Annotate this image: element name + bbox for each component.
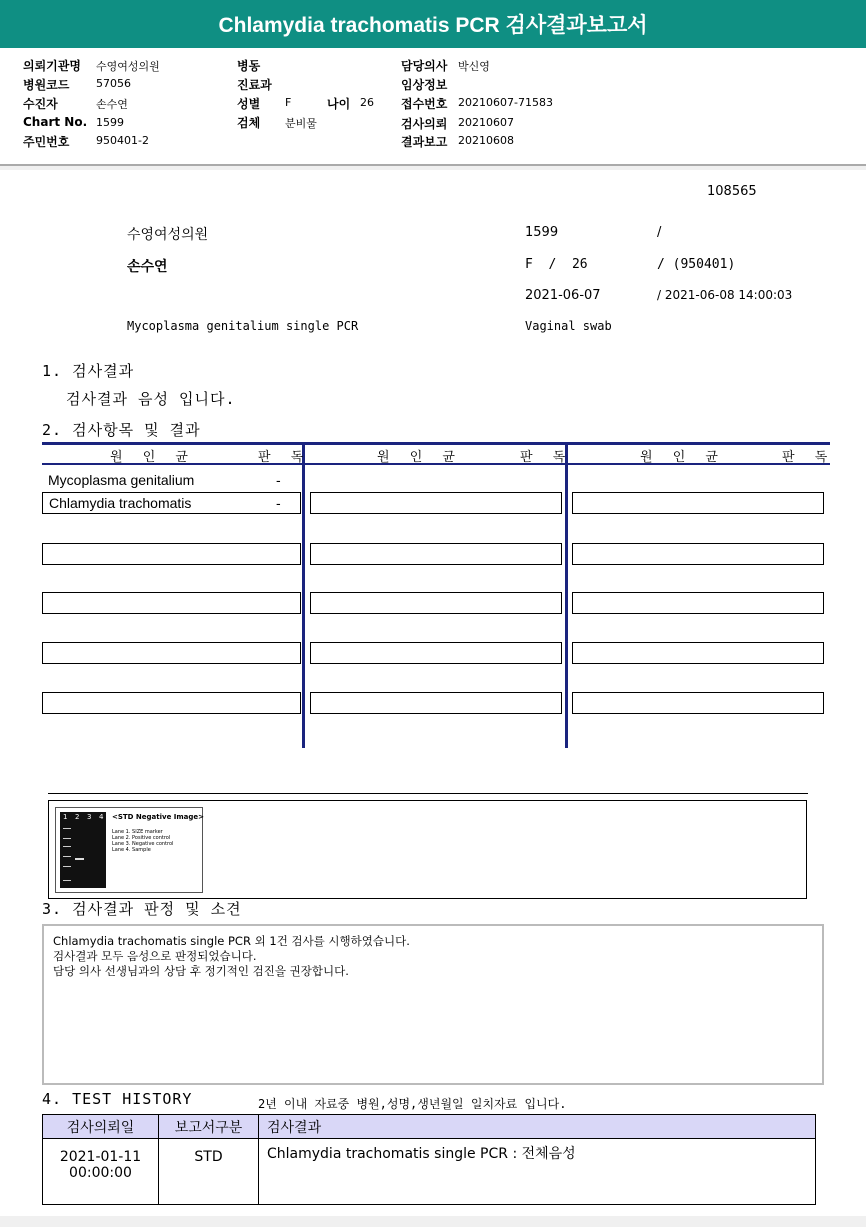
gel-band xyxy=(63,846,71,847)
history-header: 검사결과 xyxy=(259,1115,816,1139)
request-value: 20210607 xyxy=(458,116,514,129)
code-value: 57056 xyxy=(96,77,131,90)
column-divider xyxy=(302,444,305,748)
sheet-specimen: Vaginal swab xyxy=(525,319,612,333)
gel-band xyxy=(63,838,71,839)
id-value: 950401-2 xyxy=(96,134,149,147)
result-cell xyxy=(572,592,824,614)
organism-result: - xyxy=(276,495,281,511)
history-date-cell xyxy=(43,1139,159,1205)
opinion-line: Chlamydia trachomatis single PCR 외 1건 검사를 시행하였습니다. xyxy=(53,934,410,948)
table-row xyxy=(43,1139,816,1205)
history-header: 보고서구분 xyxy=(159,1115,259,1139)
history-header: 검사의뢰일 xyxy=(43,1115,159,1139)
receipt-value: 20210607-71583 xyxy=(458,96,553,109)
gel-lanes-panel xyxy=(60,812,106,888)
gel-title: <STD Negative Image> xyxy=(112,813,205,821)
col-organism-header: 원 인 균 xyxy=(640,450,726,465)
specimen-value: 분비물 xyxy=(285,117,317,130)
age-label: 나이 xyxy=(327,97,351,111)
patient-label: 수진자 xyxy=(23,97,58,111)
result-cell xyxy=(310,543,562,565)
report-label: 결과보고 xyxy=(401,135,448,149)
doctor-label: 담당의사 xyxy=(401,59,448,73)
section1-text: 검사결과 음성 입니다. xyxy=(66,390,236,408)
sheet-test-name: Mycoplasma genitalium single PCR xyxy=(127,319,359,333)
specimen-label: 검체 xyxy=(237,116,261,130)
request-label: 검사의뢰 xyxy=(401,117,448,131)
history-time: 00:00:00 xyxy=(69,1165,132,1181)
result-cell xyxy=(572,692,824,714)
doctor-value: 박신영 xyxy=(458,60,490,73)
info-panel xyxy=(0,48,866,166)
gel-band xyxy=(63,866,71,867)
sheet-birth: / (950401) xyxy=(657,257,736,272)
sheet-patient: 손수연 xyxy=(127,259,168,275)
opinion-line: 담당 의사 선생님과의 상담 후 정기적인 검진을 권장합니다. xyxy=(53,964,349,978)
gel-image-frame xyxy=(48,800,807,899)
opinion-line: 검사결과 모두 음성으로 판정되었습니다. xyxy=(53,949,257,963)
opinion-box xyxy=(42,924,824,1085)
divider xyxy=(48,793,808,794)
history-note: 2년 이내 자료중 병원,성명,생년월일 일치자료 입니다. xyxy=(258,1097,567,1111)
column-divider xyxy=(565,444,568,748)
report-value: 20210608 xyxy=(458,134,514,147)
gel-band xyxy=(63,880,71,881)
sheet-chart: 1599 xyxy=(525,225,559,240)
ward-label: 병동 xyxy=(237,59,261,73)
sheet-sex-age: F / 26 xyxy=(525,257,588,272)
gel-legend-item: Lane 3. Negative control xyxy=(112,841,174,847)
sheet-request-date: 2021-06-07 xyxy=(525,288,601,303)
id-label: 주민번호 xyxy=(23,135,70,149)
result-cell xyxy=(42,642,301,664)
section1-title: 1. 검사결과 xyxy=(42,362,135,380)
gel-image xyxy=(55,807,203,893)
sheet-hospital: 수영여성의원 xyxy=(127,227,209,243)
hospital-value: 수영여성의원 xyxy=(96,60,160,73)
col-judge-header: 판 독 xyxy=(520,450,574,465)
clinical-label: 임상정보 xyxy=(401,78,448,92)
gel-band xyxy=(63,856,71,857)
result-cell xyxy=(310,642,562,664)
organism-name: Chlamydia trachomatis xyxy=(49,495,192,511)
history-type: STD xyxy=(159,1139,259,1205)
result-cell xyxy=(310,492,562,514)
lane-number: 2 xyxy=(75,813,80,821)
report-title: Chlamydia trachomatis PCR 검사결과보고서 xyxy=(0,0,866,48)
col-organism-header: 원 인 균 xyxy=(377,450,463,465)
serial-number: 108565 xyxy=(707,184,757,199)
result-cell xyxy=(572,642,824,664)
receipt-label: 접수번호 xyxy=(401,97,448,111)
lane-number: 4 xyxy=(99,813,104,821)
result-cell xyxy=(310,592,562,614)
result-cell xyxy=(42,592,301,614)
sheet-slash: / xyxy=(657,225,662,240)
result-cell xyxy=(310,692,562,714)
code-label: 병원코드 xyxy=(23,78,70,92)
history-date: 2021-01-11 xyxy=(59,1149,142,1165)
section4-title: 4. TEST HISTORY xyxy=(42,1090,193,1108)
results-table-top-line xyxy=(42,442,830,445)
sex-value: F xyxy=(285,96,292,109)
lane-number: 3 xyxy=(87,813,92,821)
hospital-label: 의뢰기관명 xyxy=(23,59,81,73)
result-cell xyxy=(42,543,301,565)
section2-title: 2. 검사항목 및 결과 xyxy=(42,421,201,439)
gel-legend-item: Lane 4. Sample xyxy=(112,847,151,853)
result-cell xyxy=(572,543,824,565)
report-sheet xyxy=(0,170,866,1216)
gel-legend-item: Lane 1. SIZE marker xyxy=(112,829,163,835)
sheet-report-datetime: / 2021-06-08 14:00:03 xyxy=(657,288,793,302)
gel-band xyxy=(63,828,71,829)
age-value: 26 xyxy=(360,96,374,109)
col-organism-header: 원 인 균 xyxy=(110,450,196,465)
col-judge-header: 판 독 xyxy=(258,450,312,465)
result-cell xyxy=(42,492,301,514)
history-table xyxy=(42,1114,816,1205)
lane-number: 1 xyxy=(63,813,68,821)
gel-legend-item: Lane 2. Positive control xyxy=(112,835,171,841)
col-judge-header: 판 독 xyxy=(782,450,836,465)
patient-value: 손수연 xyxy=(96,98,128,111)
result-cell xyxy=(572,492,824,514)
organism-name: Mycoplasma genitalium xyxy=(48,472,195,488)
chart-label: Chart No. xyxy=(23,115,88,129)
history-result: Chlamydia trachomatis single PCR : 전체음성 xyxy=(259,1139,816,1205)
chart-value: 1599 xyxy=(96,116,124,129)
dept-label: 진료과 xyxy=(237,78,272,92)
section3-title: 3. 검사결과 판정 및 소견 xyxy=(42,900,242,918)
sex-label: 성별 xyxy=(237,97,261,111)
opinion-text xyxy=(53,934,410,979)
result-cell xyxy=(42,692,301,714)
organism-result: - xyxy=(276,472,281,488)
gel-band xyxy=(75,858,84,860)
